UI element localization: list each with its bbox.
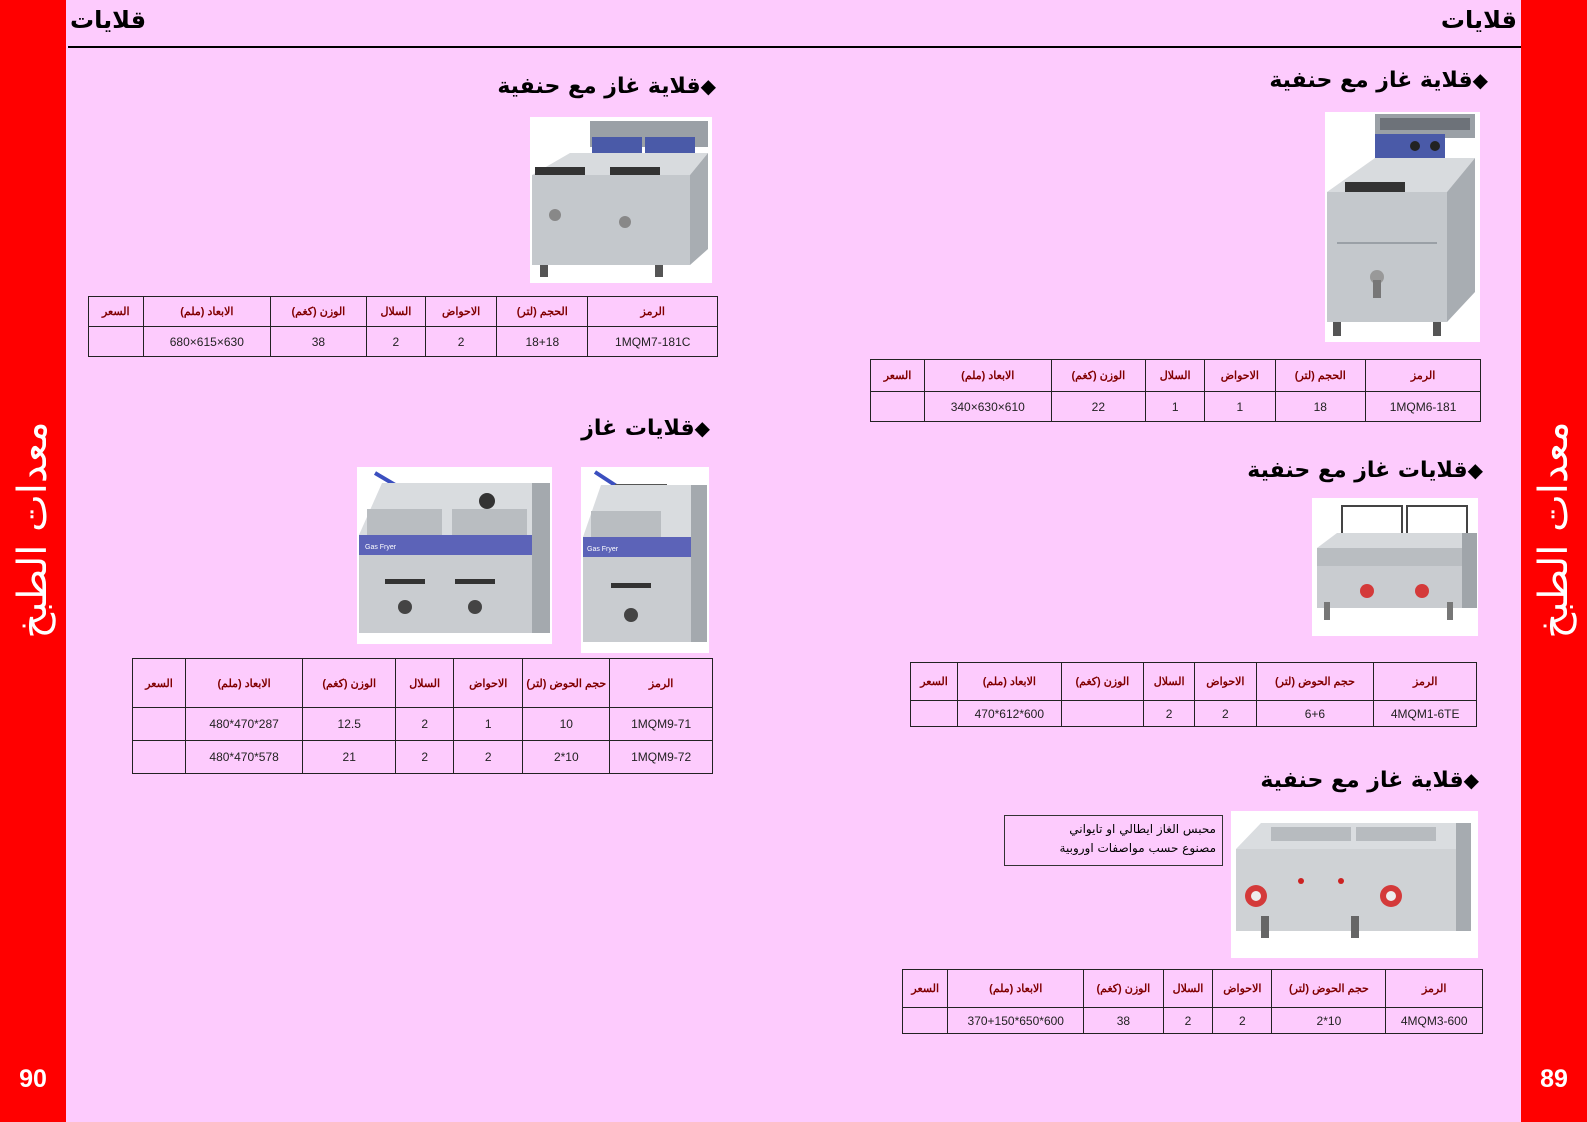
right-sidebar-label: معدات الطبخ [1531,421,1577,639]
section-title: ◆قلايات غاز مع حنفية [1247,458,1483,483]
diamond-icon: ◆ [1463,768,1479,792]
table-row [903,1008,1483,1034]
section-title: ◆قلايات غاز [581,416,710,441]
col-header: السعر [133,659,186,708]
spec-table [132,658,713,774]
table-cell [133,708,186,741]
table-cell: 38 [1084,1008,1164,1034]
left-sidebar-label: معدات الطبخ [10,421,56,639]
table-cell: 2 [366,327,425,357]
col-header: السلال [366,297,425,327]
table-cell: 12.5 [303,708,396,741]
section-title: ◆قلاية غاز مع حنفية [497,74,716,99]
table-cell [871,392,925,422]
col-header: الابعاد (ملم) [948,970,1084,1008]
right-sidebar [1521,0,1587,1122]
table-cell: 1MQM9-71 [610,708,713,741]
col-header: الاحواض [454,659,523,708]
table-cell: 18 [1275,392,1366,422]
fryer-single-tap-image [1325,112,1480,342]
diamond-icon: ◆ [1472,68,1488,92]
spec-table [902,969,1483,1034]
table-row [911,701,1477,727]
col-header: الحجم (لتر) [1275,360,1366,392]
fryer-double-tap-image [530,117,712,283]
table-cell: 2 [1213,1008,1272,1034]
table-row [89,327,718,357]
left-header-title: قلايات [70,6,147,34]
note-line: محبس الغاز ايطالي او تايواني [1069,822,1216,836]
table-cell [911,701,958,727]
col-header: الرمز [1386,970,1483,1008]
col-header: حجم الحوض (لتر) [1256,663,1374,701]
col-header: الابعاد (ملم) [925,360,1052,392]
table-cell: 578*470*480 [186,741,303,774]
table-cell: 600*612*470 [957,701,1061,727]
col-header: حجم الحوض (لتر) [523,659,610,708]
table-cell: 2 [426,327,497,357]
table-cell [89,327,144,357]
col-header: الوزن (كغم) [303,659,396,708]
col-header: الاحواض [1205,360,1275,392]
col-header: الاحواض [1195,663,1256,701]
section-title: ◆قلاية غاز مع حنفية [1260,768,1479,793]
col-header: الاحواض [426,297,497,327]
table-cell: 1 [1205,392,1275,422]
col-header: الابعاد (ملم) [143,297,271,327]
col-header: الوزن (كغم) [1084,970,1164,1008]
col-header: الابعاد (ملم) [957,663,1061,701]
col-header: السلال [396,659,454,708]
col-header: الرمز [610,659,713,708]
table-cell: 1MQM6-181 [1366,392,1481,422]
diamond-icon: ◆ [694,416,710,440]
note-line: مصنوع حسب مواصفات اوروبية [1059,841,1216,855]
col-header: الاحواض [1213,970,1272,1008]
col-header: السعر [903,970,948,1008]
table-cell: 2 [1163,1008,1213,1034]
spec-table [910,662,1477,727]
table-cell: 1 [1146,392,1205,422]
spec-table [870,359,1481,422]
table-cell: 38 [271,327,367,357]
left-page-number: 90 [19,1065,47,1093]
table-cell: 10*2 [1272,1008,1386,1034]
table-cell: 6+6 [1256,701,1374,727]
col-header: السلال [1144,663,1195,701]
fryer-single-basket-image [581,467,709,653]
diamond-icon: ◆ [1467,458,1483,482]
table-cell: 22 [1051,392,1146,422]
table-cell: 10 [523,708,610,741]
fryer-label-text: Gas Fryer [587,546,619,553]
col-header: السلال [1163,970,1213,1008]
table-cell: 1 [454,708,523,741]
product-note [1004,815,1223,866]
table-cell: 610×630×340 [925,392,1052,422]
table-cell: 2 [454,741,523,774]
table-cell: 4MQM1-6TE [1374,701,1477,727]
right-header-title: قلايات [1440,6,1517,34]
table-cell: 2 [396,741,454,774]
table-cell [133,741,186,774]
fryer-double-tabletop-image [1312,498,1478,636]
left-sidebar [0,0,66,1122]
table-cell: 2 [1144,701,1195,727]
table-cell: 10*2 [523,741,610,774]
table-cell: 18+18 [497,327,588,357]
col-header: الوزن (كغم) [1051,360,1146,392]
header-divider [68,46,1521,48]
fryer-label-text: Gas Fryer [365,544,397,551]
col-header: الرمز [1366,360,1481,392]
col-header: السعر [911,663,958,701]
col-header: الابعاد (ملم) [186,659,303,708]
table-cell: 630×615×680 [143,327,271,357]
col-header: الحجم (لتر) [497,297,588,327]
table-cell: 1MQM9-72 [610,741,713,774]
section-title: ◆قلاية غاز مع حنفية [1269,68,1488,93]
col-header: السعر [89,297,144,327]
col-header: السلال [1146,360,1205,392]
col-header: السعر [871,360,925,392]
col-header: الوزن (كغم) [1061,663,1143,701]
table-cell: 600*650*370+150 [948,1008,1084,1034]
table-cell: 4MQM3-600 [1386,1008,1483,1034]
table-cell [903,1008,948,1034]
table-cell: 1MQM7-181C [588,327,718,357]
table-row [133,708,713,741]
table-row [871,392,1481,422]
fryer-electric-tabletop-image [1231,811,1478,958]
col-header: الرمز [1374,663,1477,701]
col-header: حجم الحوض (لتر) [1272,970,1386,1008]
spec-table [88,296,718,357]
table-cell [1061,701,1143,727]
col-header: الوزن (كغم) [271,297,367,327]
table-cell: 2 [396,708,454,741]
table-cell: 287*470*480 [186,708,303,741]
diamond-icon: ◆ [700,74,716,98]
table-row [133,741,713,774]
fryer-double-basket-image [357,467,552,644]
col-header: الرمز [588,297,718,327]
table-cell: 2 [1195,701,1256,727]
table-cell: 21 [303,741,396,774]
right-page-number: 89 [1540,1065,1568,1093]
